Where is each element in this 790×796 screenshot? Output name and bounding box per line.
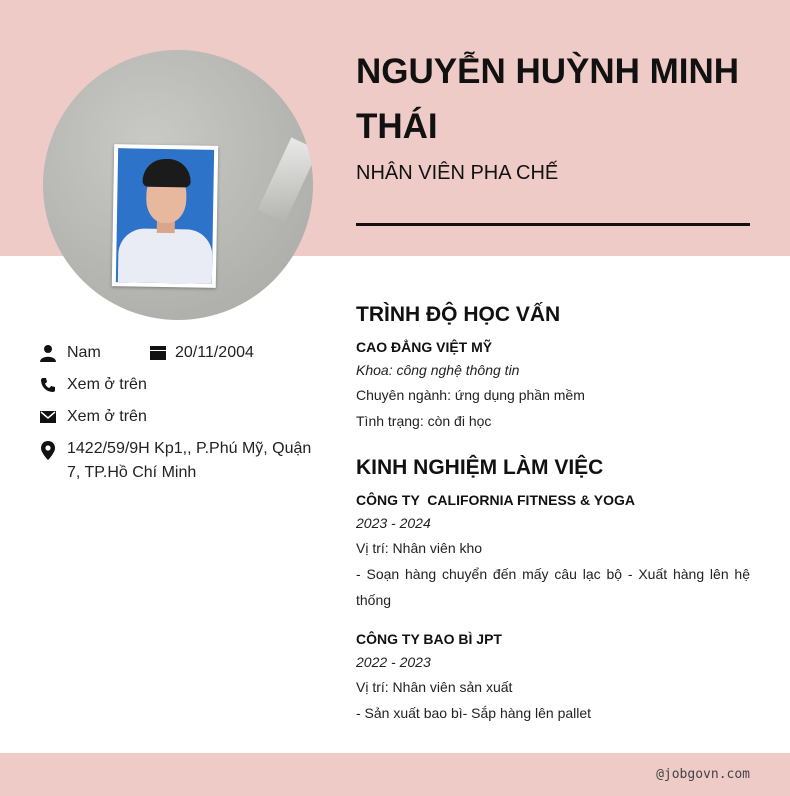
experience-heading: KINH NGHIỆM LÀM VIỆC bbox=[356, 456, 604, 479]
location-pin-icon bbox=[39, 440, 57, 460]
portrait-photo bbox=[112, 144, 218, 288]
company-name: CÔNG TY CALIFORNIA FITNESS & YOGA bbox=[356, 492, 635, 508]
birthdate-row bbox=[149, 341, 289, 365]
gender-value: Nam bbox=[67, 344, 101, 361]
candidate-name: NGUYỄN HUỲNH MINH THÁI bbox=[356, 52, 740, 146]
email-icon bbox=[39, 407, 57, 427]
phone-row bbox=[39, 373, 239, 397]
job-title: NHÂN VIÊN PHA CHẾ bbox=[356, 162, 559, 184]
address-value: 1422/59/9H Kp1,, P.Phú Mỹ, Quận 7, TP.Hồ Chí Minh bbox=[67, 440, 312, 481]
profile-photo bbox=[43, 50, 313, 320]
company-name: CÔNG TY BAO BÌ JPT bbox=[356, 631, 502, 647]
header-divider bbox=[356, 223, 750, 226]
phone-icon bbox=[39, 375, 57, 395]
gender-row bbox=[39, 341, 149, 365]
major: Chuyên ngành: ứng dụng phần mềm bbox=[356, 387, 585, 403]
footer-brand: @jobgovn.com bbox=[656, 767, 750, 782]
job-period: 2023 - 2024 bbox=[356, 515, 431, 531]
job-period: 2022 - 2023 bbox=[356, 654, 431, 670]
job-role: Vị trí: Nhân viên kho bbox=[356, 540, 483, 556]
faculty: Khoa: công nghệ thông tin bbox=[356, 362, 520, 378]
study-status: Tình trạng: còn đi học bbox=[356, 413, 492, 429]
email-value: Xem ở trên bbox=[67, 408, 147, 425]
calendar-icon bbox=[149, 343, 167, 363]
job-role: Vị trí: Nhân viên sản xuất bbox=[356, 679, 513, 695]
job-description: - Sản xuất bao bì- Sắp hàng lên pallet bbox=[356, 705, 592, 721]
job-description: - Soạn hàng chuyển đến mấy câu lạc bộ - Xuất hàng lên hệ thống bbox=[356, 566, 750, 608]
photo-glare bbox=[258, 137, 313, 222]
school-name: CAO ĐẲNG VIỆT MỸ bbox=[356, 339, 493, 355]
education-heading: TRÌNH ĐỘ HỌC VẤN bbox=[356, 303, 561, 326]
email-row bbox=[39, 405, 239, 429]
person-icon bbox=[39, 343, 57, 363]
phone-value: Xem ở trên bbox=[67, 376, 147, 393]
address-row bbox=[39, 437, 319, 487]
birthdate-value: 20/11/2004 bbox=[175, 344, 254, 361]
